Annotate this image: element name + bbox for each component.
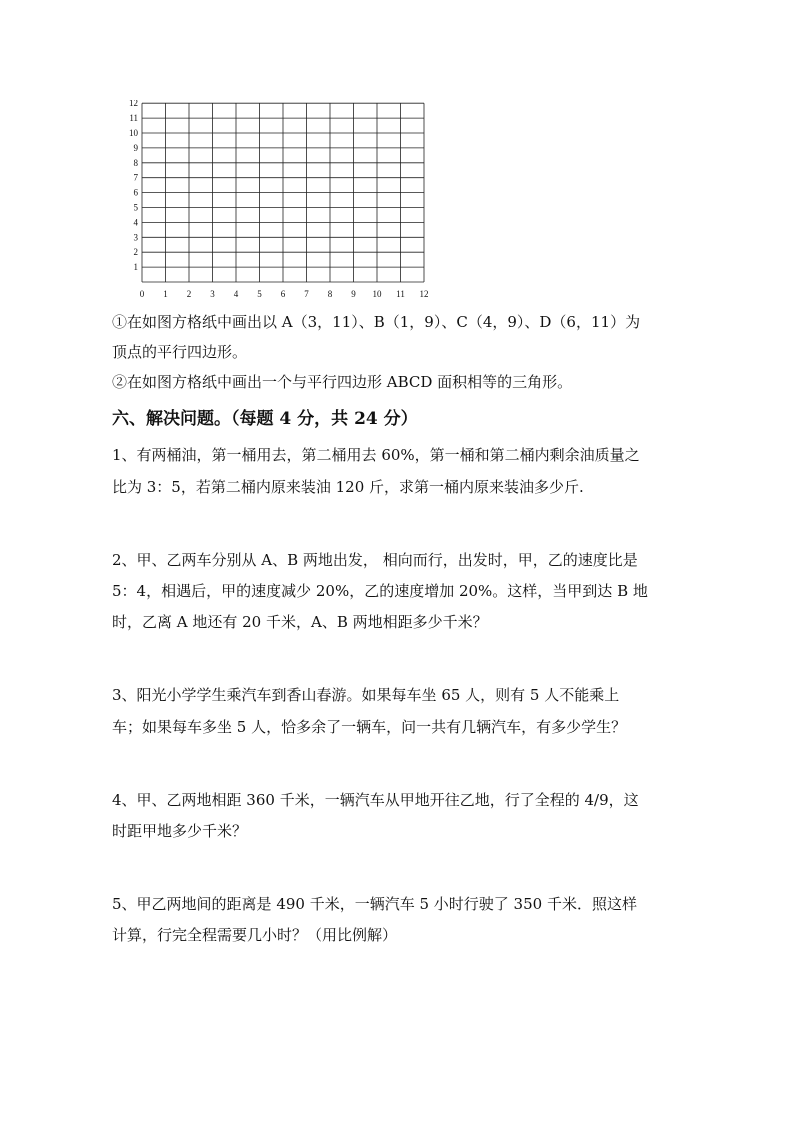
x-tick-label: 2 — [186, 289, 192, 299]
task-1-line-2: 顶点的平行四边形。 — [112, 343, 248, 361]
x-tick-label: 5 — [257, 289, 262, 299]
problem-4-line-1: 4、甲、乙两地相距 360 千米，一辆汽车从甲地开往乙地，行了全程的 4/9，这 — [112, 791, 639, 809]
y-tick-label: 7 — [133, 172, 138, 183]
problem-1-line-1: 1、有两桶油，第一桶用去，第二桶用去 60%，第一桶和第二桶内剩余油质量之 — [112, 446, 640, 464]
y-tick-label: 5 — [133, 202, 138, 213]
coordinate-grid — [120, 100, 440, 305]
task-2-line-1: ②在如图方格纸中画出一个与平行四边形 ABCD 面积相等的三角形。 — [112, 373, 573, 391]
x-tick-label: 9 — [351, 289, 356, 299]
x-tick-label: 7 — [304, 289, 309, 299]
x-tick-label: 1 — [163, 289, 168, 299]
x-tick-label: 11 — [396, 289, 405, 299]
grid-paper — [120, 100, 440, 305]
x-tick-label: 3 — [210, 289, 215, 299]
y-tick-label: 6 — [133, 187, 138, 198]
problem-4-line-2: 时距甲地多少千米？ — [112, 822, 248, 840]
problem-1-line-2: 比为 3：5，若第二桶内原来装油 120 斤，求第一桶内原来装油多少斤. — [112, 478, 584, 496]
problem-5-line-1: 5、甲乙两地间的距离是 490 千米，一辆汽车 5 小时行驶了 350 千米．照这样 — [112, 895, 637, 913]
problem-5-line-2: 计算，行完全程需要几小时？（用比例解） — [112, 926, 398, 944]
x-tick-label: 10 — [372, 289, 382, 299]
x-tick-label: 6 — [280, 289, 286, 299]
y-tick-label: 11 — [129, 113, 138, 124]
y-tick-label: 9 — [133, 142, 138, 153]
x-tick-label: 4 — [233, 289, 239, 299]
section-heading: 六、解决问题。（每题 4 分，共 24 分） — [112, 409, 418, 429]
problem-2-line-3: 时，乙离 A 地还有 20 千米，A、B 两地相距多少千米？ — [112, 613, 488, 631]
x-tick-label: 8 — [327, 289, 333, 299]
task-1-line-1: ①在如图方格纸中画出以 A（3，11）、B（1，9）、C（4，9）、D（6，11）为 — [112, 313, 641, 331]
y-tick-label: 2 — [133, 247, 138, 258]
y-tick-label: 10 — [129, 128, 138, 138]
problem-2-line-1: 2、甲、乙两车分别从 A、B 两地出发， 相向而行，出发时，甲，乙的速度比是 — [112, 551, 638, 569]
y-tick-label: 8 — [133, 157, 138, 168]
y-tick-label: 4 — [133, 217, 138, 228]
x-tick-label: 12 — [419, 289, 429, 299]
y-tick-label: 3 — [133, 232, 138, 243]
x-tick-label: 0 — [139, 289, 145, 299]
y-tick-label: 1 — [133, 262, 138, 273]
problem-2-line-2: 5：4，相遇后，甲的速度减少 20%，乙的速度增加 20%。这样，当甲到达 B 地 — [112, 582, 648, 600]
problem-3-line-1: 3、阳光小学学生乘汽车到香山春游。如果每车坐 65 人，则有 5 人不能乘上 — [112, 686, 620, 704]
problem-3-line-2: 车；如果每车多坐 5 人，恰多余了一辆车，问一共有几辆汽车，有多少学生？ — [112, 718, 627, 736]
y-tick-label: 12 — [129, 100, 138, 109]
